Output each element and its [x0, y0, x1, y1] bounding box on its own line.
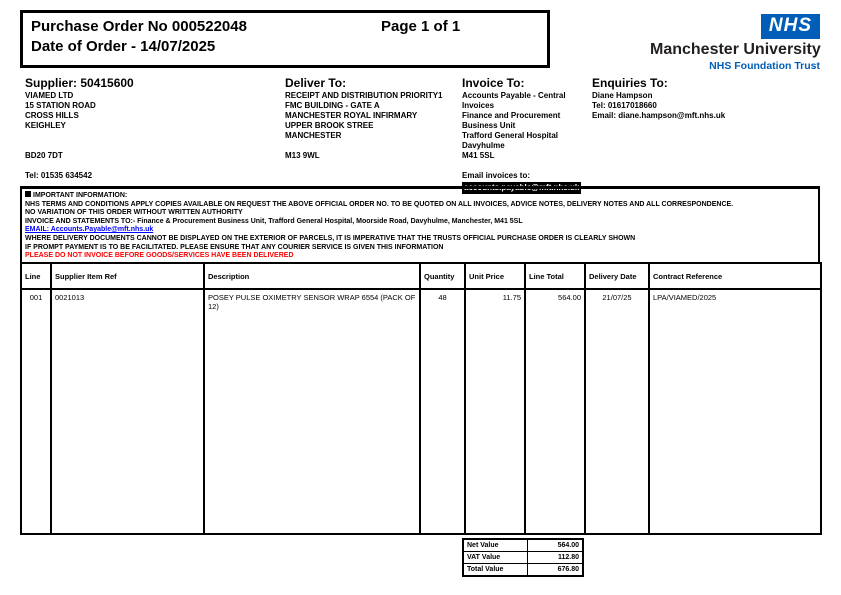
cell-contract-reference: LPA/VIAMED/2025	[649, 289, 821, 534]
order-items-table	[20, 262, 822, 535]
col-header-unit-price: Unit Price	[465, 263, 525, 289]
do-not-invoice-warning: PLEASE DO NOT INVOICE BEFORE GOODS/SERVICES HAVE BEEN DELIVERED	[25, 252, 294, 260]
vat-value-label: VAT Value	[463, 552, 527, 564]
net-value-label: Net Value	[463, 539, 527, 552]
trust-subtitle: NHS Foundation Trust	[709, 60, 820, 72]
supplier-tel: Tel: 01535 634542	[25, 171, 93, 180]
invoice-statements-line: INVOICE AND STATEMENTS TO:- Finance & Procurement Business Unit, Trafford General Hospital, Moorside Road, Davyhulme, Manchester, M41 5SL	[25, 217, 523, 225]
invoice-address-line: Trafford General Hospital	[462, 131, 559, 140]
cell-line-number: 001	[21, 289, 51, 534]
page-indicator: Page 1 of 1	[381, 18, 461, 35]
cell-line-total: 564.00	[525, 289, 585, 534]
enquiries-contact-name: Diane Hampson	[592, 91, 653, 100]
cell-unit-price: 11.75	[465, 289, 525, 534]
col-header-line: Line	[21, 263, 51, 289]
bullet-square-icon	[25, 191, 31, 197]
col-header-delivery-date: Delivery Date	[585, 263, 649, 289]
invoice-email-link[interactable]: accounts.payable@mft.nhs.uk	[464, 183, 580, 192]
total-value-label: Total Value	[463, 564, 527, 577]
col-header-quantity: Quantity	[420, 263, 465, 289]
supplier-address-line: CROSS HILLS	[25, 111, 79, 120]
deliver-address-line: MANCHESTER	[285, 131, 342, 140]
enquiries-tel: Tel: 01617018660	[592, 101, 657, 110]
prompt-payment-line: IF PROMPT PAYMENT IS TO BE FACILITATED. PLEASE ENSURE THAT ANY COURIER SERVICE IS GIVEN THIS INFORMATION	[25, 243, 444, 251]
accounts-payable-email-link[interactable]: EMAIL: Accounts.Payable@mft.nhs.uk	[25, 226, 154, 234]
supplier-postcode: BD20 7DT	[25, 151, 63, 160]
deliver-address-line: MANCHESTER ROYAL INFIRMARY	[285, 111, 418, 120]
invoice-to-heading: Invoice To:	[462, 76, 525, 90]
net-value-row	[463, 539, 583, 552]
invoice-address-line: Business Unit	[462, 121, 516, 130]
no-variation-line: NO VARIATION OF THIS ORDER WITHOUT WRITTEN AUTHORITY	[25, 209, 243, 217]
col-header-description: Description	[204, 263, 420, 289]
total-value: 676.80	[527, 564, 583, 577]
net-value: 564.00	[527, 539, 583, 552]
order-date: Date of Order - 14/07/2025	[31, 38, 216, 55]
supplier-name: VIAMED LTD	[25, 91, 74, 100]
vat-value: 112.80	[527, 552, 583, 564]
totals-box	[462, 538, 584, 577]
deliver-address-line: UPPER BROOK STREE	[285, 121, 374, 130]
delivery-documents-line: WHERE DELIVERY DOCUMENTS CANNOT BE DISPLAYED ON THE EXTERIOR OF PARCELS, IT IS IMPERATIVE THAT THE TRUSTS OFFICIAL PURCHASE ORDER IS CLEARLY SHOWN	[25, 234, 636, 242]
enquiries-email[interactable]: Email: diane.hampson@mft.nhs.uk	[592, 111, 726, 120]
po-header-box	[20, 10, 550, 68]
supplier-address-line: KEIGHLEY	[25, 121, 66, 130]
terms-line: NHS TERMS AND CONDITIONS APPLY COPIES AVAILABLE ON REQUEST THE ABOVE OFFICIAL ORDER NO. TO BE QUOTED ON ALL INVOICES, ADVICE NOTES, DELIVERY NOTES AND ALL CORRESPONDENCE.	[25, 200, 734, 208]
po-number: Purchase Order No 000522048	[31, 18, 247, 35]
col-header-contract-reference: Contract Reference	[649, 263, 821, 289]
email-invoices-label: Email invoices to:	[462, 171, 531, 180]
invoice-address-line: Invoices	[462, 101, 495, 110]
nhs-logo-icon: NHS	[761, 14, 820, 39]
invoice-address-line: Finance and Procurement	[462, 111, 561, 120]
table-row	[21, 289, 821, 534]
deliver-to-heading: Deliver To:	[285, 76, 347, 90]
deliver-address-line: RECEIPT AND DISTRIBUTION PRIORITY1	[285, 91, 443, 100]
invoice-address-line: Accounts Payable - Central	[462, 91, 566, 100]
supplier-address-line: 15 STATION ROAD	[25, 101, 96, 110]
col-header-line-total: Line Total	[525, 263, 585, 289]
cell-description: POSEY PULSE OXIMETRY SENSOR WRAP 6554 (PACK OF 12)	[204, 289, 420, 534]
invoice-postcode: M41 5SL	[462, 151, 495, 160]
cell-supplier-item-ref: 0021013	[51, 289, 204, 534]
nhs-trust-logo	[650, 14, 820, 72]
enquiries-to-heading: Enquiries To:	[592, 76, 668, 90]
important-information-box	[20, 186, 820, 262]
invoice-to-section	[462, 78, 587, 194]
trust-name: Manchester University	[650, 41, 821, 58]
deliver-address-line: FMC BUILDING - GATE A	[285, 101, 380, 110]
supplier-heading: Supplier: 50415600	[25, 76, 134, 90]
col-header-supplier-item-ref: Supplier Item Ref	[51, 263, 204, 289]
cell-quantity: 48	[420, 289, 465, 534]
table-header-row	[21, 263, 821, 289]
cell-delivery-date: 21/07/25	[585, 289, 649, 534]
important-info-title: IMPORTANT INFORMATION:	[33, 192, 128, 199]
total-value-row	[463, 564, 583, 577]
enquiries-to-section	[592, 78, 822, 121]
supplier-section	[25, 78, 275, 181]
vat-value-row	[463, 552, 583, 564]
deliver-to-section	[285, 78, 457, 161]
invoice-address-line: Davyhulme	[462, 141, 505, 150]
deliver-postcode: M13 9WL	[285, 151, 320, 160]
